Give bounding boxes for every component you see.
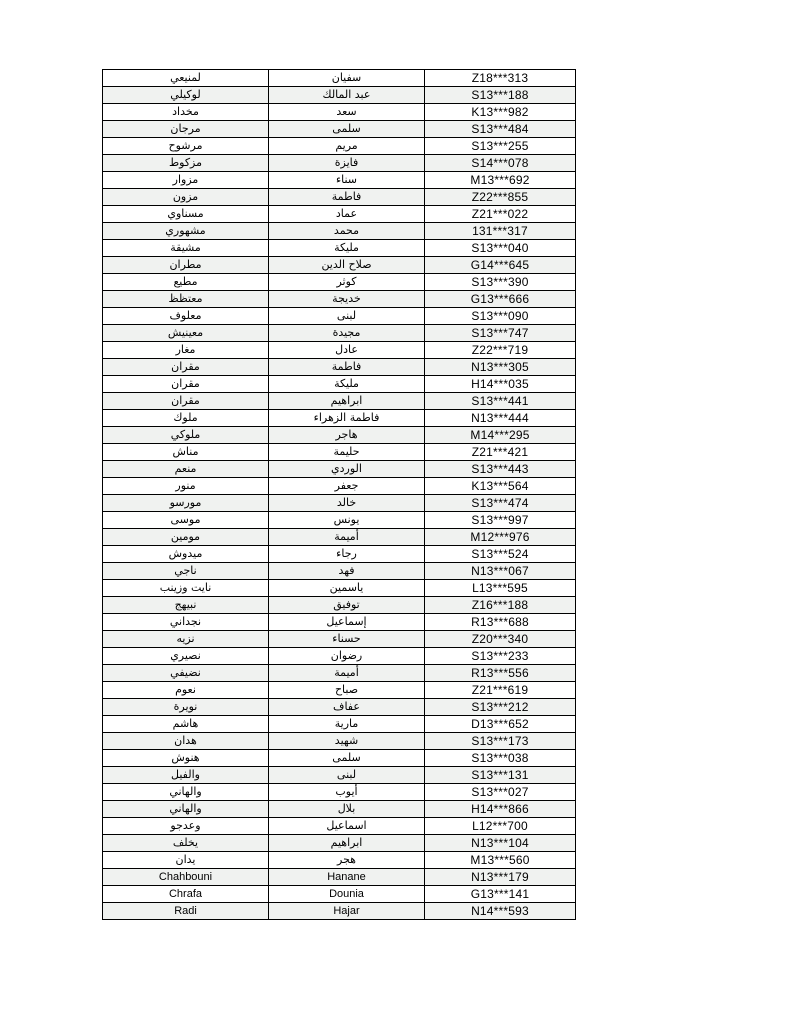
table-row xyxy=(103,325,576,342)
id-number-cell: N13***104 xyxy=(425,835,576,852)
id-number-cell: Z20***340 xyxy=(425,631,576,648)
last-name-cell: مزون xyxy=(103,189,269,206)
id-number-cell: S13***474 xyxy=(425,495,576,512)
id-number-cell: Z22***719 xyxy=(425,342,576,359)
id-number-cell: H14***866 xyxy=(425,801,576,818)
first-name-cell: يونس xyxy=(269,512,425,529)
last-name-cell: مشيقة xyxy=(103,240,269,257)
last-name-cell: Radi xyxy=(103,903,269,920)
id-number-cell: S13***040 xyxy=(425,240,576,257)
last-name-cell: وعدجو xyxy=(103,818,269,835)
id-number-cell: S13***038 xyxy=(425,750,576,767)
last-name-cell: نبيهج xyxy=(103,597,269,614)
last-name-cell: مناش xyxy=(103,444,269,461)
last-name-cell: والفيل xyxy=(103,767,269,784)
last-name-cell: مزوار xyxy=(103,172,269,189)
id-number-cell: S13***188 xyxy=(425,87,576,104)
last-name-cell: مسناوي xyxy=(103,206,269,223)
id-number-cell: S13***027 xyxy=(425,784,576,801)
first-name-cell: توفيق xyxy=(269,597,425,614)
first-name-cell: محمد xyxy=(269,223,425,240)
id-number-cell: S13***233 xyxy=(425,648,576,665)
table-row xyxy=(103,291,576,308)
table-row xyxy=(103,750,576,767)
id-number-cell: Z18***313 xyxy=(425,70,576,87)
last-name-cell: نضيفي xyxy=(103,665,269,682)
id-number-cell: S13***747 xyxy=(425,325,576,342)
table-row xyxy=(103,410,576,427)
table-row xyxy=(103,699,576,716)
first-name-cell: أيوب xyxy=(269,784,425,801)
last-name-cell: مورسو xyxy=(103,495,269,512)
first-name-cell: عماد xyxy=(269,206,425,223)
id-number-cell: Z21***619 xyxy=(425,682,576,699)
last-name-cell: منور xyxy=(103,478,269,495)
table-row xyxy=(103,546,576,563)
id-number-cell: Z21***022 xyxy=(425,206,576,223)
table-row xyxy=(103,104,576,121)
table-row xyxy=(103,376,576,393)
last-name-cell: والهاني xyxy=(103,801,269,818)
id-number-cell: S13***255 xyxy=(425,138,576,155)
id-number-cell: N13***179 xyxy=(425,869,576,886)
first-name-cell: سفيان xyxy=(269,70,425,87)
table-row xyxy=(103,240,576,257)
first-name-cell: ياسمين xyxy=(269,580,425,597)
table-row xyxy=(103,835,576,852)
first-name-cell: فاطمة الزهراء xyxy=(269,410,425,427)
first-name-cell: ابراهيم xyxy=(269,393,425,410)
table-row xyxy=(103,495,576,512)
id-number-cell: N14***593 xyxy=(425,903,576,920)
last-name-cell: نعوم xyxy=(103,682,269,699)
first-name-cell: ابراهيم xyxy=(269,835,425,852)
first-name-cell: Hanane xyxy=(269,869,425,886)
id-number-cell: S13***390 xyxy=(425,274,576,291)
table-row xyxy=(103,852,576,869)
first-name-cell: Hajar xyxy=(269,903,425,920)
id-number-cell: L13***595 xyxy=(425,580,576,597)
table-row xyxy=(103,274,576,291)
id-number-cell: S13***090 xyxy=(425,308,576,325)
first-name-cell: هاجر xyxy=(269,427,425,444)
table-row xyxy=(103,631,576,648)
table-row xyxy=(103,716,576,733)
table-row xyxy=(103,682,576,699)
id-number-cell: M13***560 xyxy=(425,852,576,869)
first-name-cell: مارية xyxy=(269,716,425,733)
first-name-cell: الوردي xyxy=(269,461,425,478)
id-number-cell: M13***692 xyxy=(425,172,576,189)
last-name-cell: هنوش xyxy=(103,750,269,767)
first-name-cell: صباح xyxy=(269,682,425,699)
last-name-cell: ناجي xyxy=(103,563,269,580)
last-name-cell: نويرة xyxy=(103,699,269,716)
table-row xyxy=(103,393,576,410)
first-name-cell: جعفر xyxy=(269,478,425,495)
first-name-cell: Dounia xyxy=(269,886,425,903)
id-number-cell: R13***688 xyxy=(425,614,576,631)
id-number-cell: G13***141 xyxy=(425,886,576,903)
last-name-cell: مرشوح xyxy=(103,138,269,155)
id-number-cell: S13***997 xyxy=(425,512,576,529)
first-name-cell: فاطمة xyxy=(269,359,425,376)
first-name-cell: عادل xyxy=(269,342,425,359)
id-number-cell: K13***564 xyxy=(425,478,576,495)
first-name-cell: حليمة xyxy=(269,444,425,461)
table-row xyxy=(103,257,576,274)
first-name-cell: سلمى xyxy=(269,121,425,138)
last-name-cell: مطيع xyxy=(103,274,269,291)
id-number-cell: R13***556 xyxy=(425,665,576,682)
first-name-cell: لبنى xyxy=(269,767,425,784)
table-row xyxy=(103,121,576,138)
table-row xyxy=(103,801,576,818)
id-number-cell: S13***443 xyxy=(425,461,576,478)
id-number-cell: S13***441 xyxy=(425,393,576,410)
id-number-cell: H14***035 xyxy=(425,376,576,393)
last-name-cell: ميدوش xyxy=(103,546,269,563)
id-number-cell: Z22***855 xyxy=(425,189,576,206)
last-name-cell: هدان xyxy=(103,733,269,750)
last-name-cell: مغار xyxy=(103,342,269,359)
first-name-cell: خالد xyxy=(269,495,425,512)
first-name-cell: صلاح الدين xyxy=(269,257,425,274)
table-row xyxy=(103,478,576,495)
first-name-cell: أميمة xyxy=(269,529,425,546)
names-table-body xyxy=(103,70,576,920)
id-number-cell: S13***484 xyxy=(425,121,576,138)
first-name-cell: فايزة xyxy=(269,155,425,172)
first-name-cell: رضوان xyxy=(269,648,425,665)
table-row xyxy=(103,189,576,206)
last-name-cell: معينيش xyxy=(103,325,269,342)
last-name-cell: مخداد xyxy=(103,104,269,121)
last-name-cell: ملوكي xyxy=(103,427,269,444)
names-table xyxy=(102,69,576,920)
last-name-cell: Chahbouni xyxy=(103,869,269,886)
table-row xyxy=(103,138,576,155)
id-number-cell: N13***305 xyxy=(425,359,576,376)
id-number-cell: D13***652 xyxy=(425,716,576,733)
id-number-cell: G14***645 xyxy=(425,257,576,274)
first-name-cell: أميمة xyxy=(269,665,425,682)
last-name-cell: معتظظ xyxy=(103,291,269,308)
first-name-cell: شهيد xyxy=(269,733,425,750)
id-number-cell: S13***173 xyxy=(425,733,576,750)
table-row xyxy=(103,767,576,784)
table-row xyxy=(103,461,576,478)
table-row xyxy=(103,903,576,920)
id-number-cell: G13***666 xyxy=(425,291,576,308)
id-number-cell: S14***078 xyxy=(425,155,576,172)
table-row xyxy=(103,648,576,665)
last-name-cell: مومين xyxy=(103,529,269,546)
first-name-cell: سناء xyxy=(269,172,425,189)
last-name-cell: مرجان xyxy=(103,121,269,138)
table-row xyxy=(103,597,576,614)
table-row xyxy=(103,665,576,682)
first-name-cell: بلال xyxy=(269,801,425,818)
table-row xyxy=(103,342,576,359)
table-row xyxy=(103,869,576,886)
first-name-cell: عفاف xyxy=(269,699,425,716)
last-name-cell: مقران xyxy=(103,376,269,393)
last-name-cell: معلوف xyxy=(103,308,269,325)
table-row xyxy=(103,308,576,325)
first-name-cell: فهد xyxy=(269,563,425,580)
id-number-cell: Z21***421 xyxy=(425,444,576,461)
first-name-cell: كوثر xyxy=(269,274,425,291)
first-name-cell: سعد xyxy=(269,104,425,121)
first-name-cell: مجيدة xyxy=(269,325,425,342)
first-name-cell: مريم xyxy=(269,138,425,155)
id-number-cell: S13***131 xyxy=(425,767,576,784)
id-number-cell: 131***317 xyxy=(425,223,576,240)
table-row xyxy=(103,784,576,801)
last-name-cell: مزكوط xyxy=(103,155,269,172)
last-name-cell: لوكيلي xyxy=(103,87,269,104)
last-name-cell: ملوك xyxy=(103,410,269,427)
table-row xyxy=(103,580,576,597)
id-number-cell: M12***976 xyxy=(425,529,576,546)
first-name-cell: لبنى xyxy=(269,308,425,325)
table-row xyxy=(103,70,576,87)
table-row xyxy=(103,155,576,172)
table-row xyxy=(103,614,576,631)
first-name-cell: إسماعيل xyxy=(269,614,425,631)
first-name-cell: خديجة xyxy=(269,291,425,308)
table-row xyxy=(103,512,576,529)
last-name-cell: يدان xyxy=(103,852,269,869)
id-number-cell: N13***067 xyxy=(425,563,576,580)
last-name-cell: مقران xyxy=(103,393,269,410)
last-name-cell: نجداني xyxy=(103,614,269,631)
table-row xyxy=(103,529,576,546)
last-name-cell: والهاني xyxy=(103,784,269,801)
first-name-cell: فاطمة xyxy=(269,189,425,206)
table-row xyxy=(103,563,576,580)
first-name-cell: رجاء xyxy=(269,546,425,563)
first-name-cell: مليكة xyxy=(269,240,425,257)
table-row xyxy=(103,206,576,223)
table-row xyxy=(103,223,576,240)
last-name-cell: لمنيعي xyxy=(103,70,269,87)
table-row xyxy=(103,733,576,750)
last-name-cell: نزيه xyxy=(103,631,269,648)
last-name-cell: مقران xyxy=(103,359,269,376)
table-row xyxy=(103,818,576,835)
id-number-cell: L12***700 xyxy=(425,818,576,835)
table-row xyxy=(103,87,576,104)
id-number-cell: N13***444 xyxy=(425,410,576,427)
id-number-cell: Z16***188 xyxy=(425,597,576,614)
table-row xyxy=(103,444,576,461)
table-row xyxy=(103,886,576,903)
first-name-cell: سلمى xyxy=(269,750,425,767)
last-name-cell: يخلف xyxy=(103,835,269,852)
table-row xyxy=(103,172,576,189)
last-name-cell: موسى xyxy=(103,512,269,529)
last-name-cell: منعم xyxy=(103,461,269,478)
last-name-cell: مطران xyxy=(103,257,269,274)
id-number-cell: K13***982 xyxy=(425,104,576,121)
first-name-cell: حسناء xyxy=(269,631,425,648)
id-number-cell: S13***212 xyxy=(425,699,576,716)
first-name-cell: هجر xyxy=(269,852,425,869)
id-number-cell: S13***524 xyxy=(425,546,576,563)
first-name-cell: عبد المالك xyxy=(269,87,425,104)
last-name-cell: هاشم xyxy=(103,716,269,733)
first-name-cell: مليكة xyxy=(269,376,425,393)
first-name-cell: اسماعيل xyxy=(269,818,425,835)
last-name-cell: نصيري xyxy=(103,648,269,665)
id-number-cell: M14***295 xyxy=(425,427,576,444)
last-name-cell: Chrafa xyxy=(103,886,269,903)
last-name-cell: مشهوري xyxy=(103,223,269,240)
last-name-cell: نايت وزينب xyxy=(103,580,269,597)
table-row xyxy=(103,359,576,376)
table-row xyxy=(103,427,576,444)
